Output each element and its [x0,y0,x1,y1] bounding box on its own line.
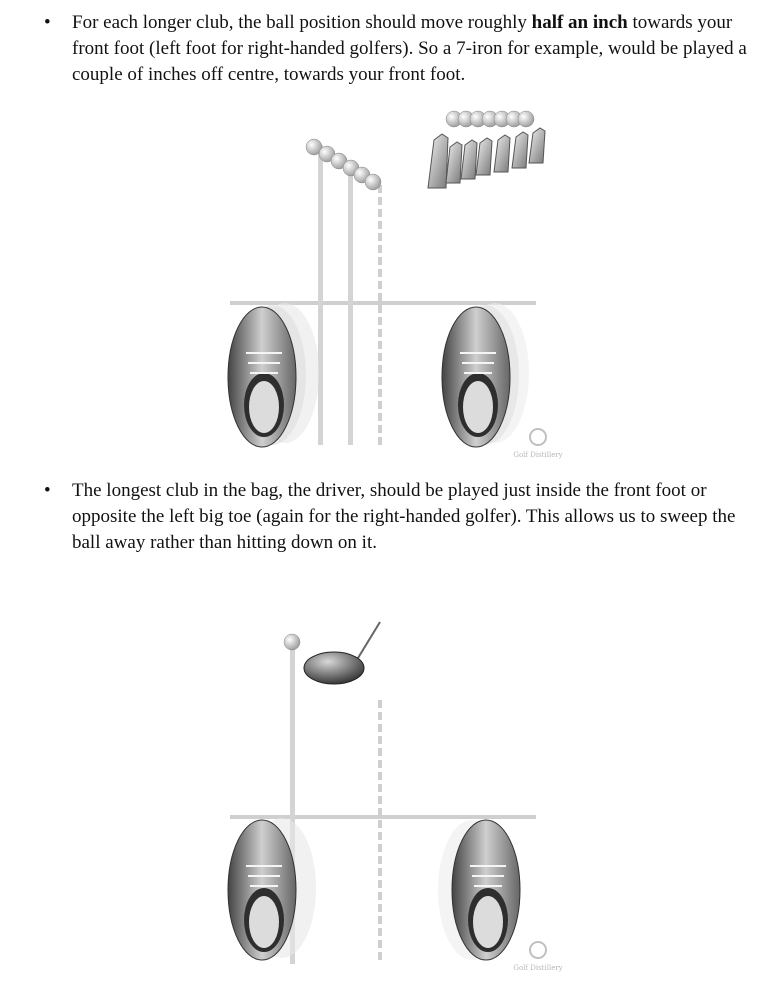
bullet-marker: • [44,480,51,501]
bullet-1-pre: For each longer club, the ball position should move roughly [72,12,532,33]
ball-line-forward [318,145,323,445]
ball-line-middle [348,160,353,445]
golf-distillery-watermark [513,942,562,972]
bullet-item-2 [0,478,773,558]
golf-ball-icon [284,634,300,650]
golf-distillery-watermark [513,429,562,459]
bullet-item-1 [0,10,773,90]
svg-text:Golf Distillery: Golf Distillery [513,964,563,972]
irons-set-icon [428,111,545,188]
driver-club-icon [304,622,380,684]
bullet-marker: • [44,12,51,33]
bullet-text-1 [72,10,762,88]
target-line [230,815,536,819]
ball-progression [306,139,381,190]
bullet-1-post: towards your front foot (left foot for right-handed golfers). So a 7-iron for example, would be played a couple of inches off centre, towards your front foot. [72,12,747,85]
back-foot-shoe-icon [228,303,319,447]
driver-ball-position-figure [210,620,570,980]
irons-ball-position-figure [210,105,570,465]
bullet-text-2: The longest club in the bag, the driver, should be played just inside the front foot or opposite the left big toe (again for the right-handed golfer). This allows us to sweep the ball away rather than hitting down on it. [72,480,736,553]
front-foot-shoe-icon [442,303,529,447]
front-foot-shoe-icon [438,820,520,960]
svg-text:Golf Distillery: Golf Distillery [513,451,563,459]
back-foot-shoe-icon [228,818,316,960]
bullet-1-bold: half an inch [531,12,628,33]
